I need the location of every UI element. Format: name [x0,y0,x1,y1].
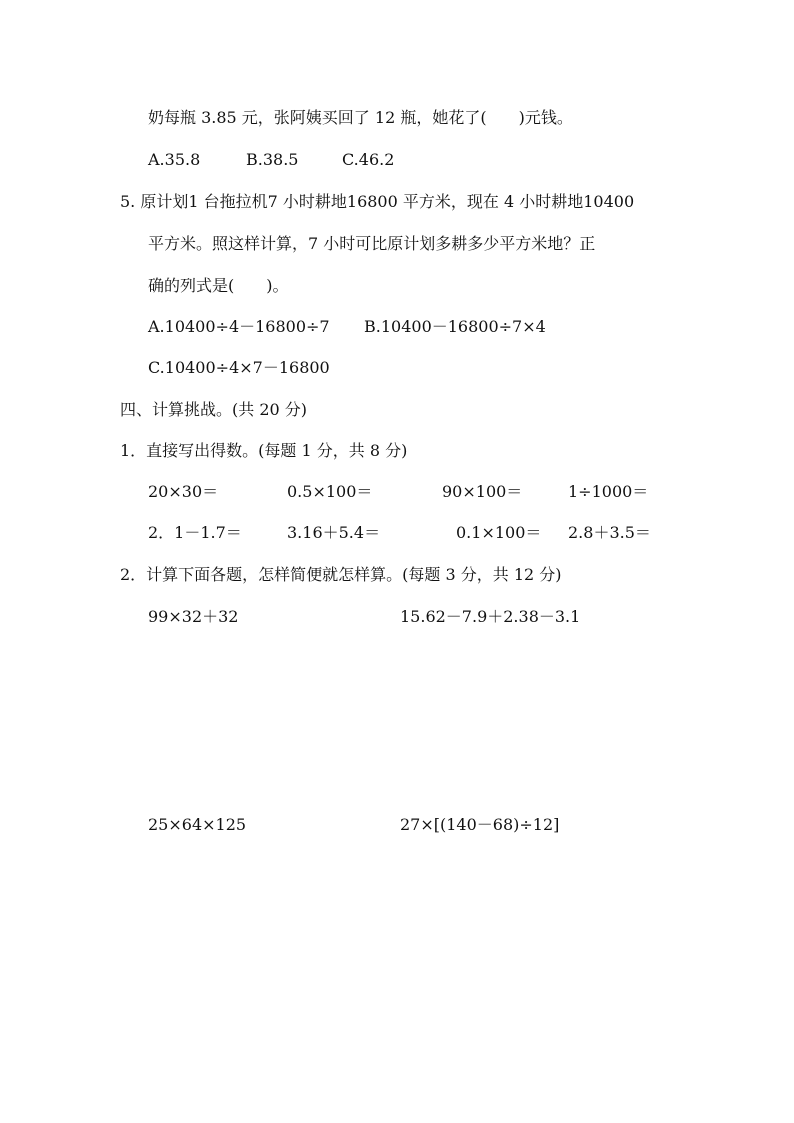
q5-line-2: 平方米。照这样计算，7 小时可比原计划多耕多少平方米地？正 [148,234,596,253]
q4-option-a: A.35.8 [148,150,201,169]
mental-math-item: 2．1－1.7＝ [148,523,242,542]
q5-option-a: A.10400÷4－16800÷7 [148,317,330,336]
q5-line-1: 5. 原计划1 台拖拉机7 小时耕地16800 平方米，现在 4 小时耕地10400 [120,192,635,211]
mental-math-item: 90×100＝ [442,482,523,501]
calc-problem-3: 25×64×125 [148,815,247,834]
calc-problem-4: 27×[(140－68)÷12] [400,815,560,834]
mental-math-item: 0.1×100＝ [456,523,542,542]
q4-continuation-text: 奶每瓶 3.85 元，张阿姨买回了 12 瓶，她花了( )元钱。 [148,108,573,127]
q5-option-c: C.10400÷4×7－16800 [148,358,330,377]
q4-option-c: C.46.2 [342,150,395,169]
calc-problem-2: 15.62－7.9＋2.38－3.1 [400,607,581,626]
mental-math-item: 20×30＝ [148,482,219,501]
mental-math-item: 0.5×100＝ [287,482,373,501]
q4-option-b: B.38.5 [246,150,299,169]
q5-option-b: B.10400－16800÷7×4 [364,317,546,336]
part-1-title: 1．直接写出得数。(每题 1 分，共 8 分) [120,441,408,460]
mental-math-item: 2.8＋3.5＝ [568,523,651,542]
mental-math-item: 3.16＋5.4＝ [287,523,381,542]
part-2-title: 2．计算下面各题，怎样简便就怎样算。(每题 3 分，共 12 分) [120,565,562,584]
mental-math-item: 1÷1000＝ [568,482,649,501]
calc-problem-1: 99×32＋32 [148,607,239,626]
section-4-title: 四、计算挑战。(共 20 分) [120,400,308,419]
q5-line-3: 确的列式是( )。 [148,276,289,295]
